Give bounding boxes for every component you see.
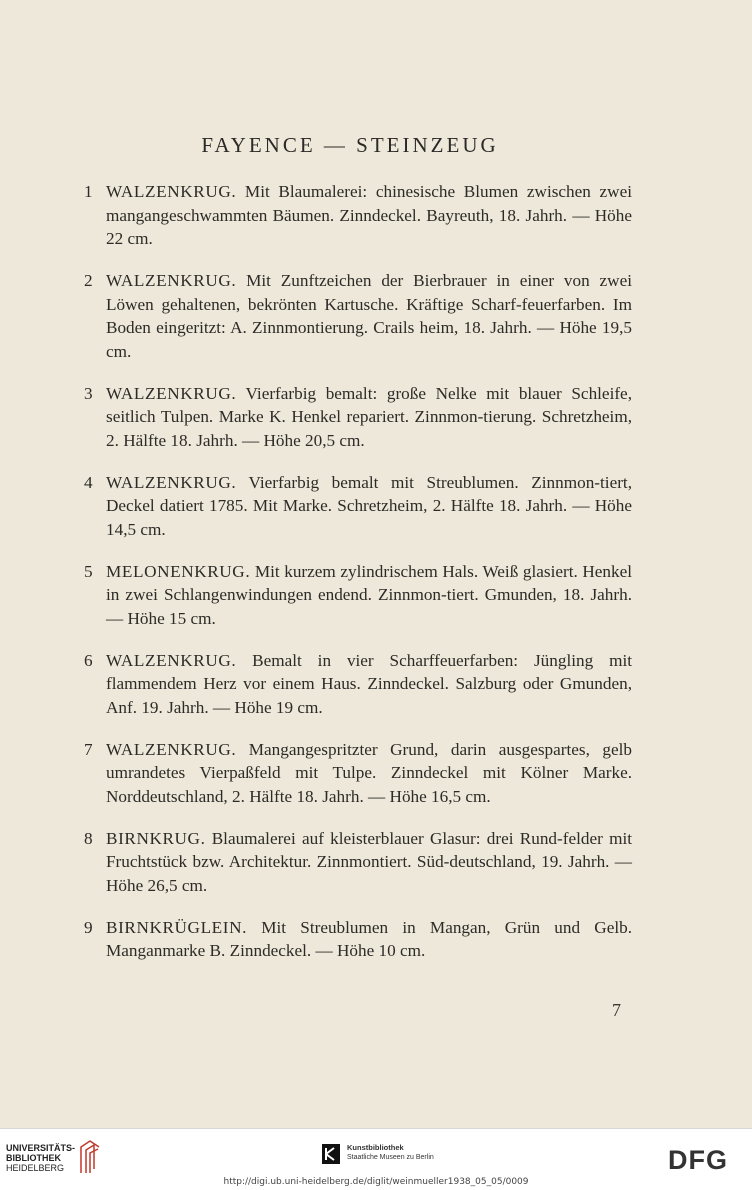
catalog-entry: [84, 471, 632, 542]
catalog-entry: [84, 916, 632, 963]
entry-number: 2: [84, 271, 93, 290]
kb-line: Kunstbibliothek: [347, 1143, 404, 1152]
kunstbibliothek-logo-icon[interactable]: [320, 1142, 342, 1166]
entry-name: BIRNKRÜGLEIN.: [106, 917, 247, 937]
entry-text: Bemalt in vier Scharffeuerfarben: Jüngling mit flammendem Herz vor einem Haus. Zinndeckel. Salzburg oder Gmunden, Anf. 19. Jahrh. — Höhe 19 cm.: [106, 650, 632, 717]
page-title: FAYENCE — STEINZEUG: [201, 133, 499, 157]
entry-number: 7: [84, 739, 93, 759]
catalog-entry: [84, 649, 632, 720]
entry-number: 1: [84, 182, 93, 201]
catalog-entry: [84, 382, 632, 453]
entry-text: Mangangespritzter Grund, darin ausgespartes, gelb umrandetes Vierpaßfeld mit Tulpe. Zinndeckel mit Kölner Marke. Norddeutschland, 2. Hälfte 18. Jahrh. — Höhe 16,5 cm.: [106, 739, 632, 806]
entry-name: MELONENKRUG.: [106, 561, 251, 581]
catalog-entries: [84, 180, 632, 981]
uni-logo-line: BIBLIOTHEK: [6, 1153, 61, 1163]
entry-number: 9: [84, 917, 93, 937]
entry-number: 6: [84, 650, 93, 670]
entry-name: WALZENKRUG.: [106, 271, 237, 290]
dfg-logo[interactable]: DFG: [668, 1145, 728, 1175]
entry-name: BIRNKRUG.: [106, 828, 206, 848]
permalink-url[interactable]: http://digi.ub.uni-heidelberg.de/diglit/weinmueller1938_05_05/0009: [223, 1177, 529, 1187]
uni-logo-line: HEIDELBERG: [6, 1163, 65, 1173]
entry-number: 4: [84, 472, 93, 492]
entry-number: 8: [84, 828, 93, 848]
catalog-entry: [84, 269, 632, 363]
kb-line: Staatliche Museen zu Berlin: [347, 1154, 434, 1161]
entry-text: Blaumalerei auf kleisterblauer Glasur: drei Rund-felder mit Fruchtstück bzw. Architektur. Zinnmontiert. Süd-deutschland, 19. Jahrh. — Höhe 26,5 cm.: [106, 828, 632, 895]
entry-text: Vierfarbig bemalt: große Nelke mit blauer Schleife, seitlich Tulpen. Marke K. Henkel repariert. Zinnmon-tierung. Schretzheim, 2. Hälfte 18. Jahrh. — Höhe 20,5 cm.: [106, 383, 632, 450]
entry-text: Mit Zunftzeichen der Bierbrauer in einer von zwei Löwen gehaltenen, bekrönten Kartusche. Kräftige Scharf-feuerfarben. Im Boden eingeritzt: A. Zinnmontierung. Crails heim, 18. Jahrh. — Höhe 19,5 cm.: [106, 271, 632, 361]
uni-logo-line: UNIVERSITÄTS-: [6, 1143, 76, 1153]
catalog-entry: [84, 738, 632, 809]
kunstbibliothek-text: [347, 1143, 434, 1163]
entry-number: 3: [84, 383, 93, 403]
catalog-entry: [84, 560, 632, 631]
university-library-logo[interactable]: [6, 1143, 75, 1173]
catalog-entry: [84, 180, 632, 251]
viewer-footer: [0, 1128, 752, 1190]
entry-name: WALZENKRUG.: [106, 650, 237, 670]
entry-name: WALZENKRUG.: [106, 383, 237, 403]
entry-text: Mit Streublumen in Mangan, Grün und Gelb. Manganmarke B. Zinndeckel. — Höhe 10 cm.: [106, 917, 632, 960]
entry-name: WALZENKRUG.: [106, 182, 237, 201]
entry-name: WALZENKRUG.: [106, 472, 237, 492]
entry-text: Mit Blaumalerei: chinesische Blumen zwischen zwei mangangeschwammten Bäumen. Zinndeckel. Bayreuth, 18. Jahrh. — Höhe 22 cm.: [106, 182, 632, 248]
university-emblem-icon: [78, 1139, 102, 1175]
page-number: 7: [612, 1000, 621, 1020]
entry-text: Mit kurzem zylindrischem Hals. Weiß glasiert. Henkel in zwei Schlangenwindungen endend. Zinnmon-tiert. Gmunden, 18. Jahrh. — Höhe 15 cm.: [106, 561, 632, 628]
catalog-entry: [84, 827, 632, 898]
entry-text: Vierfarbig bemalt mit Streublumen. Zinnmon-tiert, Deckel datiert 1785. Mit Marke. Schretzheim, 2. Hälfte 18. Jahrh. — Höhe 14,5 cm.: [106, 472, 632, 539]
entry-name: WALZENKRUG.: [106, 739, 237, 759]
entry-number: 5: [84, 561, 93, 581]
